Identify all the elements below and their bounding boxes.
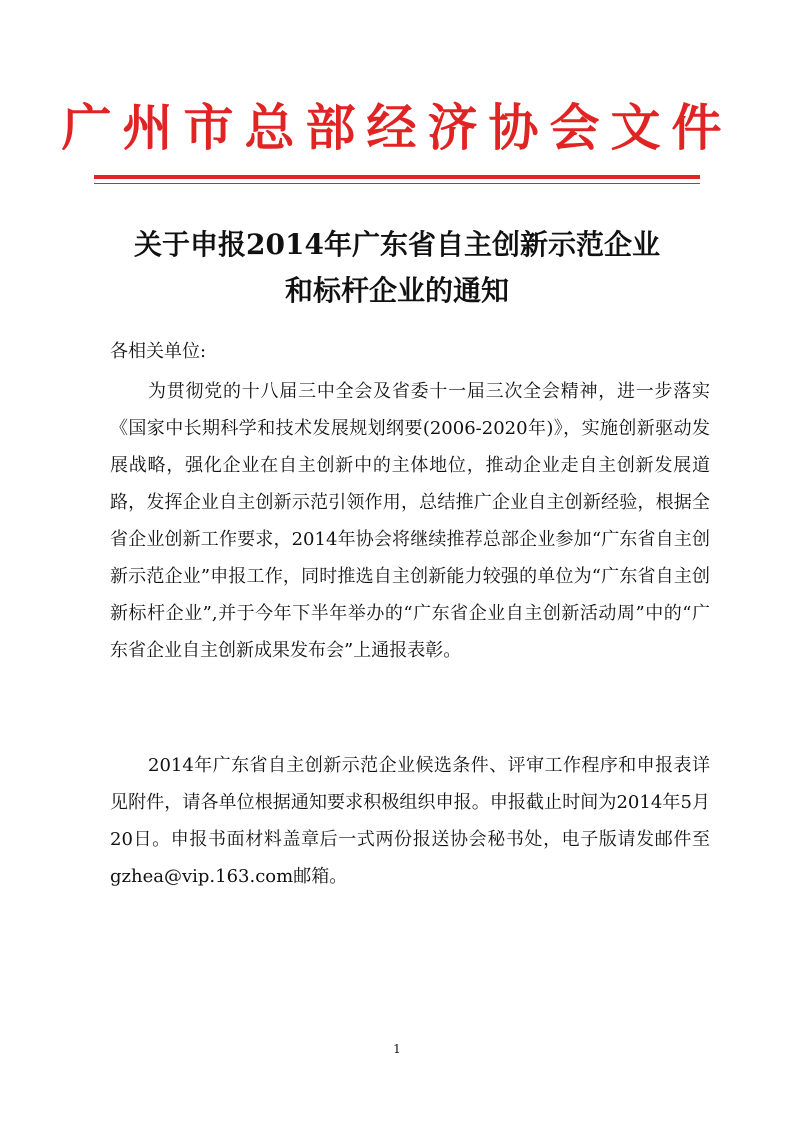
body-paragraph-1: 为贯彻党的十八届三中全会及省委十一届三次全会精神，进一步落实《国家中长期科学和技术发展规划纲要(2006-2020年)》，实施创新驱动发展战略，强化企业在自主创新中的主体地位，推动企业走自主创新发展道路，发挥企业自主创新示范引领作用，总结推广企业自主创新经验，根据全省企业创新工作要求，2014年协会将继续推荐总部企业参加“广东省自主创新示范企业”申报工作，同时推选自主创新能力较强的单位为“广东省自主创新标杆企业”,并于今年下半年举办的“广东省企业自主创新活动周”中的“广东省企业自主创新成果发布会”上通报表彰。 [110, 381, 710, 661]
letterhead-rule-thin [94, 183, 700, 184]
body-paragraph-2: 2014年广东省自主创新示范企业候选条件、评审工作程序和申报表详见附件，请各单位根据通知要求积极组织申报。申报截止时间为2014年5月20日。申报书面材料盖章后一式两份报送协会秘书处，电子版请发邮件至gzhea@vip.163.com邮箱。 [110, 755, 710, 887]
page-number: 1 [393, 1042, 401, 1056]
letterhead-title: 广州市总部经济协会文件 [61, 98, 733, 157]
notice-title-line1: 关于申报2014年广东省自主创新示范企业 [134, 228, 660, 261]
letterhead-rule-thick [94, 175, 700, 179]
salutation: 各相关单位: [110, 341, 207, 362]
notice-title-line2: 和标杆企业的通知 [284, 274, 509, 307]
